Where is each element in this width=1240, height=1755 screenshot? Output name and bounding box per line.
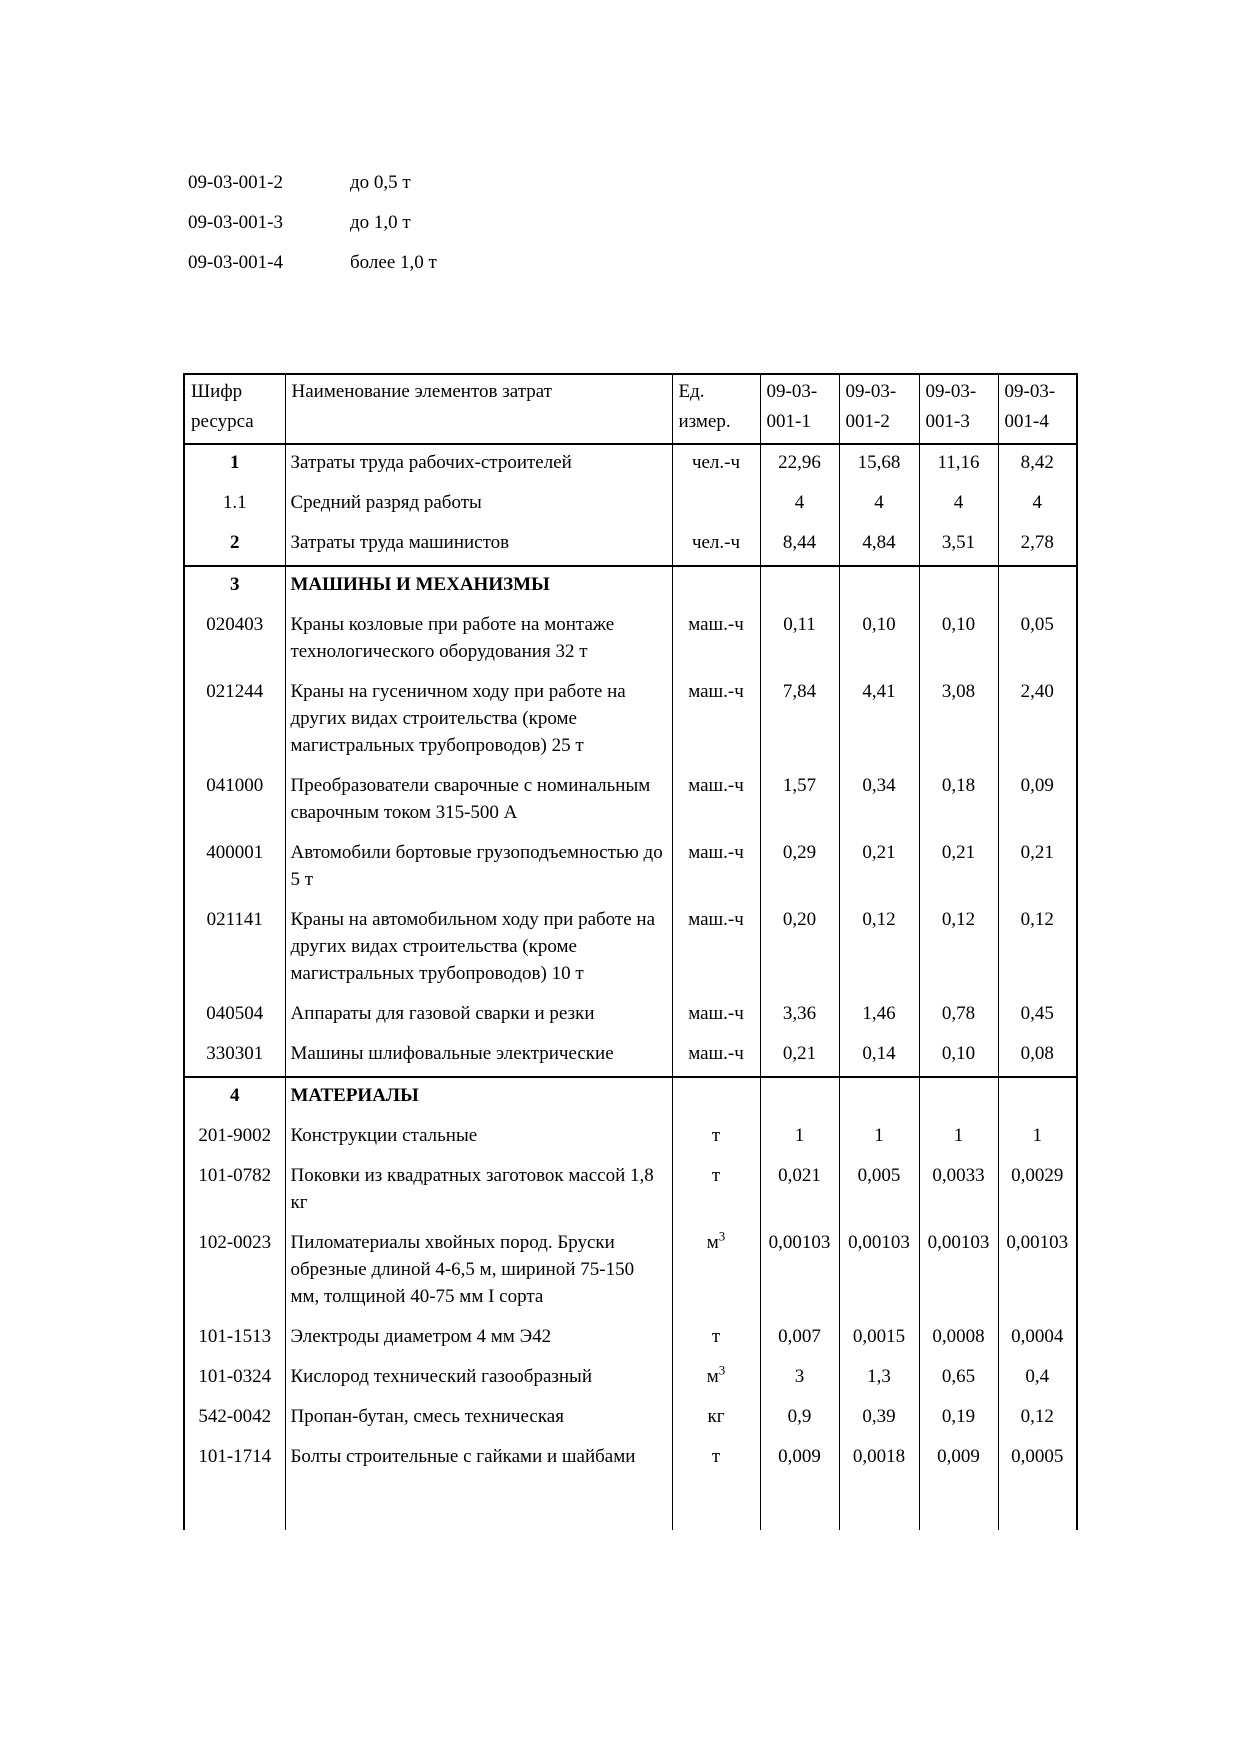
value-cell: 7,84 bbox=[760, 674, 839, 768]
resource-code-cell: 542-0042 bbox=[184, 1399, 285, 1439]
resource-code-cell: 102-0023 bbox=[184, 1225, 285, 1319]
unit-text: м bbox=[706, 1366, 719, 1387]
value-cell bbox=[839, 566, 919, 607]
value-cell: 1,3 bbox=[839, 1359, 919, 1399]
unit-cell: маш.-ч bbox=[672, 674, 760, 768]
value-cell bbox=[919, 1077, 998, 1118]
value-cell: 0,08 bbox=[998, 1036, 1077, 1077]
value-cell: 3,51 bbox=[919, 525, 998, 566]
value-cell: 0,14 bbox=[839, 1036, 919, 1077]
unit-cell bbox=[672, 1359, 760, 1399]
variant-description: до 0,5 т bbox=[350, 172, 411, 193]
value-cell: 0,0029 bbox=[998, 1158, 1077, 1225]
value-cell: 0,009 bbox=[919, 1439, 998, 1530]
cost-element-name-cell: Машины шлифовальные электрические bbox=[285, 1036, 672, 1077]
value-cell: 0,29 bbox=[760, 835, 839, 902]
table-row bbox=[184, 1439, 1077, 1530]
table-row bbox=[184, 996, 1077, 1036]
value-cell: 0,00103 bbox=[919, 1225, 998, 1319]
col-header-cost-elements: Наименование элементов затрат bbox=[285, 374, 672, 444]
value-cell: 0,0005 bbox=[998, 1439, 1077, 1530]
value-cell: 0,0008 bbox=[919, 1319, 998, 1359]
value-cell: 0,21 bbox=[919, 835, 998, 902]
section-row bbox=[184, 1077, 1077, 1118]
value-cell: 2,78 bbox=[998, 525, 1077, 566]
resource-code-cell: 020403 bbox=[184, 607, 285, 674]
table-row bbox=[184, 525, 1077, 566]
variant-row bbox=[188, 250, 437, 276]
value-cell bbox=[998, 566, 1077, 607]
value-cell: 0,05 bbox=[998, 607, 1077, 674]
value-cell: 0,18 bbox=[919, 768, 998, 835]
table-row bbox=[184, 1118, 1077, 1158]
value-cell: 3 bbox=[760, 1359, 839, 1399]
cost-element-name-cell: Электроды диаметром 4 мм Э42 bbox=[285, 1319, 672, 1359]
value-cell: 0,21 bbox=[998, 835, 1077, 902]
value-cell: 4 bbox=[839, 485, 919, 525]
value-cell: 0,12 bbox=[998, 902, 1077, 996]
norms-table bbox=[183, 373, 1078, 1530]
value-cell: 1 bbox=[919, 1118, 998, 1158]
value-cell: 0,12 bbox=[998, 1399, 1077, 1439]
value-cell: 0,0033 bbox=[919, 1158, 998, 1225]
cost-element-name-cell: МАТЕРИАЛЫ bbox=[285, 1077, 672, 1118]
variant-row bbox=[188, 170, 437, 196]
resource-code-cell: 3 bbox=[184, 566, 285, 607]
table-row bbox=[184, 1359, 1077, 1399]
unit-cell: маш.-ч bbox=[672, 768, 760, 835]
value-cell bbox=[839, 1077, 919, 1118]
resource-code-cell: 1 bbox=[184, 444, 285, 485]
cost-element-name-cell: Средний разряд работы bbox=[285, 485, 672, 525]
value-cell: 0,00103 bbox=[760, 1225, 839, 1319]
unit-cell: маш.-ч bbox=[672, 902, 760, 996]
resource-code-cell: 021141 bbox=[184, 902, 285, 996]
value-cell: 1,46 bbox=[839, 996, 919, 1036]
value-cell: 1 bbox=[760, 1118, 839, 1158]
unit-cell bbox=[672, 1077, 760, 1118]
resource-code-cell: 330301 bbox=[184, 1036, 285, 1077]
value-cell: 0,78 bbox=[919, 996, 998, 1036]
table-row bbox=[184, 835, 1077, 902]
value-cell: 0,009 bbox=[760, 1439, 839, 1530]
cost-element-name-cell: Пропан-бутан, смесь техническая bbox=[285, 1399, 672, 1439]
table-row bbox=[184, 1319, 1077, 1359]
unit-superscript: 3 bbox=[718, 1228, 726, 1244]
value-cell: 0,00103 bbox=[998, 1225, 1077, 1319]
value-cell: 0,0004 bbox=[998, 1319, 1077, 1359]
value-cell: 0,10 bbox=[919, 607, 998, 674]
unit-cell: маш.-ч bbox=[672, 996, 760, 1036]
value-cell: 0,12 bbox=[839, 902, 919, 996]
value-cell: 0,4 bbox=[998, 1359, 1077, 1399]
section-row bbox=[184, 566, 1077, 607]
value-cell bbox=[998, 1077, 1077, 1118]
value-cell: 0,0018 bbox=[839, 1439, 919, 1530]
value-cell: 0,12 bbox=[919, 902, 998, 996]
resource-code-cell: 4 bbox=[184, 1077, 285, 1118]
unit-cell: чел.-ч bbox=[672, 525, 760, 566]
unit-cell: маш.-ч bbox=[672, 835, 760, 902]
value-cell: 0,34 bbox=[839, 768, 919, 835]
variant-description: до 1,0 т bbox=[350, 212, 411, 233]
col-header-norm-2: 09-03-001-2 bbox=[839, 374, 919, 444]
table-row bbox=[184, 902, 1077, 996]
value-cell: 1 bbox=[998, 1118, 1077, 1158]
value-cell: 0,10 bbox=[839, 607, 919, 674]
value-cell: 0,45 bbox=[998, 996, 1077, 1036]
resource-code-cell: 2 bbox=[184, 525, 285, 566]
value-cell: 0,20 bbox=[760, 902, 839, 996]
unit-cell: маш.-ч bbox=[672, 607, 760, 674]
value-cell: 4,84 bbox=[839, 525, 919, 566]
value-cell: 0,09 bbox=[998, 768, 1077, 835]
col-header-norm-4: 09-03-001-4 bbox=[998, 374, 1077, 444]
table-row bbox=[184, 1036, 1077, 1077]
cost-element-name-cell: Конструкции стальные bbox=[285, 1118, 672, 1158]
table-row bbox=[184, 607, 1077, 674]
value-cell: 0,65 bbox=[919, 1359, 998, 1399]
value-cell: 0,021 bbox=[760, 1158, 839, 1225]
cost-element-name-cell: Кислород технический газообразный bbox=[285, 1359, 672, 1399]
variant-code: 09-03-001-2 bbox=[188, 172, 283, 193]
value-cell: 0,19 bbox=[919, 1399, 998, 1439]
table-header-row bbox=[184, 374, 1077, 444]
value-cell: 0,9 bbox=[760, 1399, 839, 1439]
value-cell: 8,44 bbox=[760, 525, 839, 566]
cost-element-name-cell: Затраты труда машинистов bbox=[285, 525, 672, 566]
value-cell: 0,007 bbox=[760, 1319, 839, 1359]
value-cell: 0,10 bbox=[919, 1036, 998, 1077]
table-row bbox=[184, 444, 1077, 485]
value-cell: 3,08 bbox=[919, 674, 998, 768]
resource-code-cell: 1.1 bbox=[184, 485, 285, 525]
table-row bbox=[184, 674, 1077, 768]
value-cell: 0,21 bbox=[760, 1036, 839, 1077]
col-header-norm-3: 09-03-001-3 bbox=[919, 374, 998, 444]
cost-element-name-cell: Пиломатериалы хвойных пород. Бруски обрезные длиной 4-6,5 м, шириной 75-150 мм, толщиной 40-75 мм I сорта bbox=[285, 1225, 672, 1319]
col-header-resource-code: Шифр ресурса bbox=[184, 374, 285, 444]
value-cell: 4 bbox=[998, 485, 1077, 525]
value-cell: 0,39 bbox=[839, 1399, 919, 1439]
value-cell: 3,36 bbox=[760, 996, 839, 1036]
unit-cell bbox=[672, 566, 760, 607]
unit-cell: кг bbox=[672, 1399, 760, 1439]
resource-code-cell: 041000 bbox=[184, 768, 285, 835]
table-row bbox=[184, 485, 1077, 525]
table-row bbox=[184, 1158, 1077, 1225]
cost-element-name-cell: Преобразователи сварочные с номинальным сварочным током 315-500 А bbox=[285, 768, 672, 835]
table-row bbox=[184, 768, 1077, 835]
value-cell: 4,41 bbox=[839, 674, 919, 768]
unit-cell: маш.-ч bbox=[672, 1036, 760, 1077]
value-cell: 2,40 bbox=[998, 674, 1077, 768]
value-cell: 15,68 bbox=[839, 444, 919, 485]
variant-list bbox=[188, 170, 437, 290]
value-cell: 22,96 bbox=[760, 444, 839, 485]
resource-code-cell: 040504 bbox=[184, 996, 285, 1036]
value-cell: 1,57 bbox=[760, 768, 839, 835]
value-cell: 1 bbox=[839, 1118, 919, 1158]
value-cell: 11,16 bbox=[919, 444, 998, 485]
resource-code-cell: 400001 bbox=[184, 835, 285, 902]
resource-code-cell: 021244 bbox=[184, 674, 285, 768]
value-cell: 0,005 bbox=[839, 1158, 919, 1225]
resource-code-cell: 101-0782 bbox=[184, 1158, 285, 1225]
cost-element-name-cell: Аппараты для газовой сварки и резки bbox=[285, 996, 672, 1036]
value-cell: 4 bbox=[760, 485, 839, 525]
value-cell: 4 bbox=[919, 485, 998, 525]
unit-cell: т bbox=[672, 1118, 760, 1158]
unit-cell bbox=[672, 485, 760, 525]
unit-cell: т bbox=[672, 1319, 760, 1359]
value-cell: 0,21 bbox=[839, 835, 919, 902]
value-cell: 8,42 bbox=[998, 444, 1077, 485]
resource-code-cell: 101-0324 bbox=[184, 1359, 285, 1399]
cost-element-name-cell: Краны на автомобильном ходу при работе на других видах строительства (кроме магистральных трубопроводов) 10 т bbox=[285, 902, 672, 996]
cost-element-name-cell: МАШИНЫ И МЕХАНИЗМЫ bbox=[285, 566, 672, 607]
variant-code: 09-03-001-4 bbox=[188, 252, 283, 273]
value-cell: 0,00103 bbox=[839, 1225, 919, 1319]
value-cell: 0,11 bbox=[760, 607, 839, 674]
table-row bbox=[184, 1225, 1077, 1319]
unit-superscript: 3 bbox=[718, 1362, 726, 1378]
value-cell bbox=[760, 1077, 839, 1118]
resource-code-cell: 101-1714 bbox=[184, 1439, 285, 1530]
col-header-norm-1: 09-03-001-1 bbox=[760, 374, 839, 444]
cost-element-name-cell: Автомобили бортовые грузоподъемностью до 5 т bbox=[285, 835, 672, 902]
cost-element-name-cell: Поковки из квадратных заготовок массой 1,8 кг bbox=[285, 1158, 672, 1225]
unit-cell: т bbox=[672, 1158, 760, 1225]
cost-element-name-cell: Затраты труда рабочих-строителей bbox=[285, 444, 672, 485]
unit-cell: т bbox=[672, 1439, 760, 1530]
cost-element-name-cell: Краны на гусеничном ходу при работе на других видах строительства (кроме магистральных трубопроводов) 25 т bbox=[285, 674, 672, 768]
cost-element-name-cell: Болты строительные с гайками и шайбами bbox=[285, 1439, 672, 1530]
value-cell bbox=[760, 566, 839, 607]
variant-code: 09-03-001-3 bbox=[188, 212, 283, 233]
value-cell: 0,0015 bbox=[839, 1319, 919, 1359]
unit-text: м bbox=[706, 1232, 719, 1253]
table-row bbox=[184, 1399, 1077, 1439]
variant-description: более 1,0 т bbox=[350, 252, 437, 273]
col-header-unit: Ед. измер. bbox=[672, 374, 760, 444]
cost-element-name-cell: Краны козловые при работе на монтаже технологического оборудования 32 т bbox=[285, 607, 672, 674]
unit-cell: чел.-ч bbox=[672, 444, 760, 485]
unit-cell bbox=[672, 1225, 760, 1319]
resource-code-cell: 101-1513 bbox=[184, 1319, 285, 1359]
value-cell bbox=[919, 566, 998, 607]
variant-row bbox=[188, 210, 437, 236]
resource-code-cell: 201-9002 bbox=[184, 1118, 285, 1158]
